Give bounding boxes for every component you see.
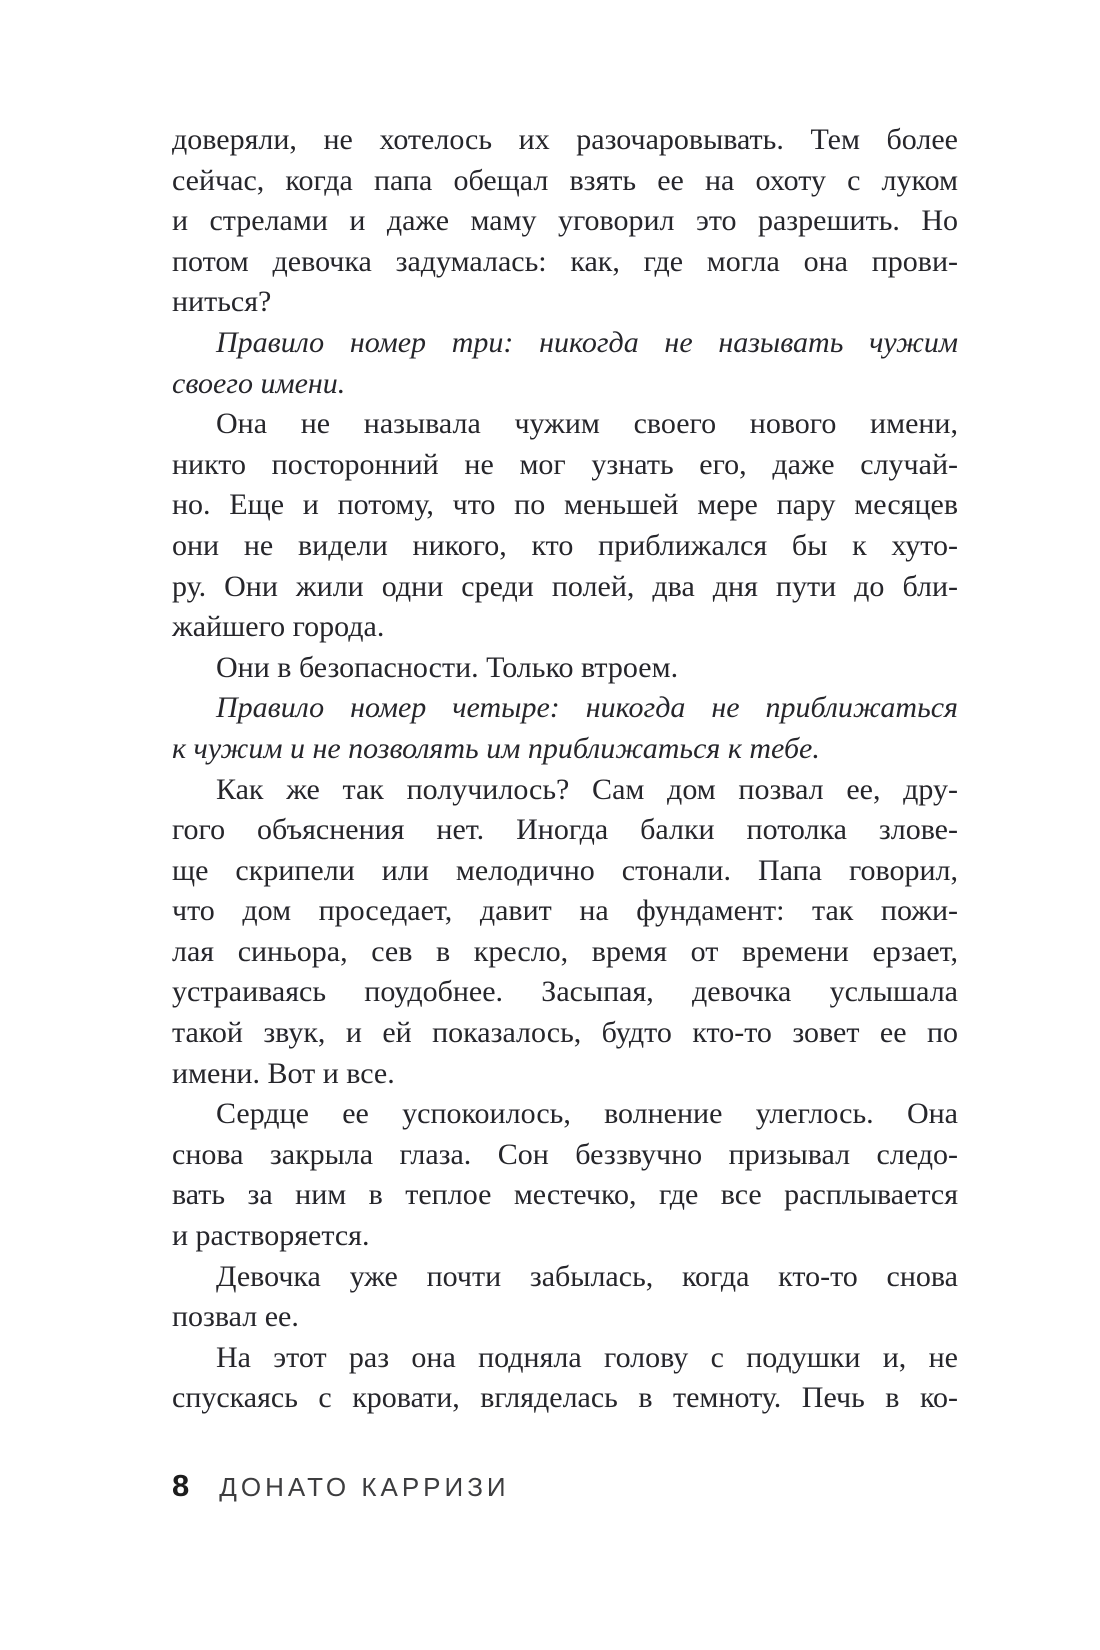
text-line: Она не называла чужим своего нового имени, bbox=[216, 407, 958, 441]
text-line: гого объяснения нет. Иногда балки потолка злове- bbox=[172, 813, 958, 847]
text-line: имени. Вот и все. bbox=[172, 1056, 395, 1090]
text-line: сейчас, когда папа обещал взять ее на охоту с луком bbox=[172, 163, 958, 197]
page-footer bbox=[172, 1468, 510, 1504]
text-line: и растворяется. bbox=[172, 1219, 370, 1253]
text-line: что дом проседает, давит на фундамент: так пожи- bbox=[172, 894, 958, 928]
text-line: Правило номер три: никогда не называть чужим bbox=[216, 325, 958, 359]
text-line: На этот раз она подняла голову с подушки и, не bbox=[216, 1340, 958, 1374]
text-line: Правило номер четыре: никогда не приближаться bbox=[216, 691, 958, 725]
page-number: 8 bbox=[172, 1468, 190, 1503]
text-line: Сердце ее успокоилось, волнение улеглось. Она bbox=[216, 1097, 958, 1131]
text-line: и стрелами и даже маму уговорил это разрешить. Но bbox=[172, 204, 958, 238]
text-line: ще скрипели или мелодично стонали. Папа говорил, bbox=[172, 853, 958, 887]
page-text bbox=[172, 120, 958, 1419]
running-title-author: ДОНАТО КАРРИЗИ bbox=[219, 1472, 510, 1502]
text-line: но. Еще и потому, что по меньшей мере пару месяцев bbox=[172, 488, 958, 522]
text-line: жайшего города. bbox=[172, 610, 385, 644]
text-line: позвал ее. bbox=[172, 1300, 299, 1334]
text-line: снова закрыла глаза. Сон беззвучно призывал следо- bbox=[172, 1137, 958, 1171]
text-line: никто посторонний не мог узнать его, даже случай- bbox=[172, 447, 958, 481]
text-line: ру. Они жили одни среди полей, два дня пути до бли- bbox=[172, 569, 958, 603]
text-line: Девочка уже почти забылась, когда кто-то снова bbox=[216, 1259, 958, 1293]
text-line: потом девочка задумалась: как, где могла она прови- bbox=[172, 244, 958, 278]
text-line: Как же так получилось? Сам дом позвал ее, дру- bbox=[216, 772, 958, 806]
text-line: Они в безопасности. Только втроем. bbox=[216, 650, 679, 684]
text-line: доверяли, не хотелось их разочаровывать. Тем более bbox=[172, 123, 958, 156]
text-line: спускаясь с кровати, вгляделась в темноту. Печь в ко- bbox=[172, 1381, 958, 1415]
text-line: устраиваясь поудобнее. Засыпая, девочка услышала bbox=[172, 975, 958, 1009]
text-line: такой звук, и ей показалось, будто кто-то зовет ее по bbox=[172, 1016, 958, 1050]
text-line: вать за ним в теплое местечко, где все расплывается bbox=[172, 1178, 958, 1212]
text-line: ниться? bbox=[172, 285, 272, 319]
text-line: они не видели никого, кто приближался бы к хуто- bbox=[172, 528, 958, 562]
text-line: своего имени. bbox=[172, 366, 346, 400]
text-line: лая синьора, сев в кресло, время от времени ерзает, bbox=[172, 934, 958, 968]
text-line: к чужим и не позволять им приближаться к тебе. bbox=[172, 731, 820, 765]
